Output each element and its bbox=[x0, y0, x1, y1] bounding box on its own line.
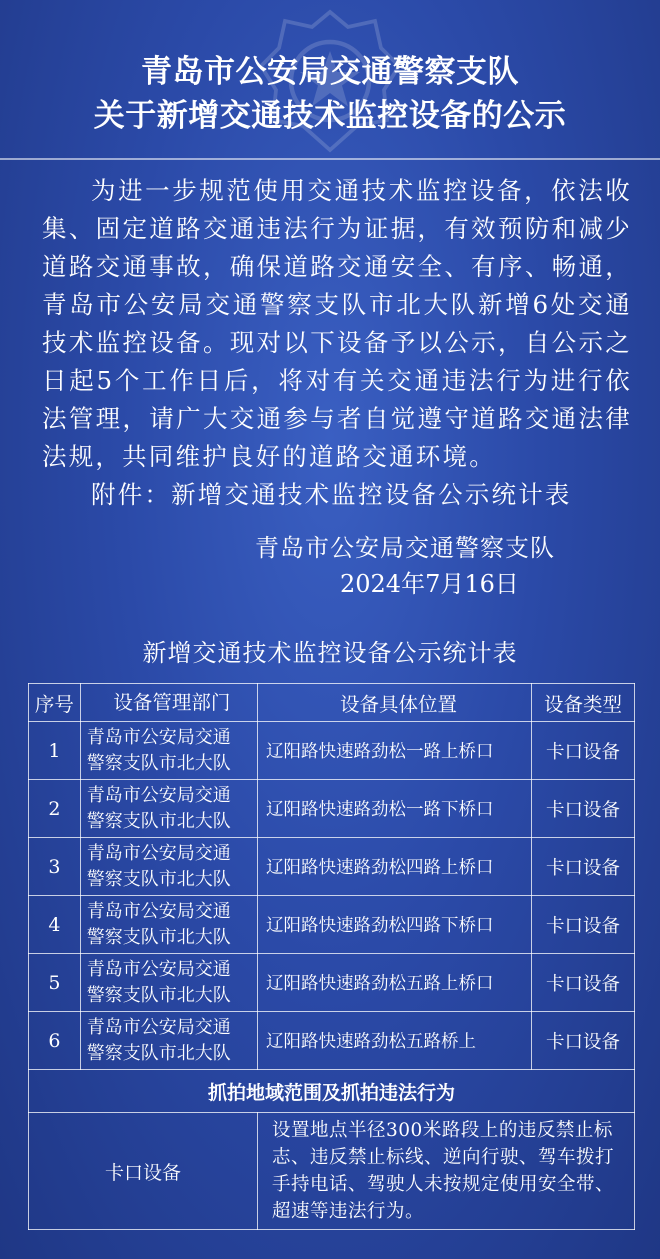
scope-row bbox=[29, 1113, 635, 1230]
table-row bbox=[29, 896, 635, 954]
row-location: 辽阳路快速路劲松四路下桥口 bbox=[258, 896, 532, 954]
table-row bbox=[29, 954, 635, 1012]
notice-body bbox=[42, 172, 632, 514]
table-row bbox=[29, 1012, 635, 1070]
dept-line: 警察支队市北大队 bbox=[86, 810, 231, 832]
row-index: 1 bbox=[29, 722, 81, 780]
row-dept bbox=[80, 954, 257, 1012]
row-location: 辽阳路快速路劲松五路上桥口 bbox=[258, 954, 532, 1012]
table-row bbox=[29, 780, 635, 838]
row-type: 卡口设备 bbox=[532, 838, 635, 896]
dept-line: 青岛市公安局交通 bbox=[86, 784, 231, 806]
row-type: 卡口设备 bbox=[532, 896, 635, 954]
table-header-row bbox=[29, 684, 635, 722]
row-type: 卡口设备 bbox=[532, 780, 635, 838]
header-index: 序号 bbox=[29, 684, 81, 722]
devices-table bbox=[28, 683, 635, 1230]
scope-label: 卡口设备 bbox=[29, 1113, 258, 1230]
row-dept bbox=[80, 722, 257, 780]
table-title: 新增交通技术监控设备公示统计表 bbox=[142, 639, 518, 667]
section-heading-row bbox=[29, 1070, 635, 1113]
row-dept bbox=[80, 896, 257, 954]
row-dept bbox=[80, 780, 257, 838]
table-row bbox=[29, 838, 635, 896]
row-location: 辽阳路快速路劲松一路下桥口 bbox=[258, 780, 532, 838]
dept-line: 青岛市公安局交通 bbox=[86, 1016, 231, 1038]
title-line-1: 青岛市公安局交通警察支队 bbox=[141, 54, 519, 90]
dept-line: 警察支队市北大队 bbox=[86, 984, 231, 1006]
row-type: 卡口设备 bbox=[532, 1012, 635, 1070]
title-divider bbox=[0, 158, 660, 160]
signature-org: 青岛市公安局交通警察支队 bbox=[255, 534, 555, 562]
row-location: 辽阳路快速路劲松五路桥上 bbox=[258, 1012, 532, 1070]
dept-line: 警察支队市北大队 bbox=[86, 868, 231, 890]
dept-line: 青岛市公安局交通 bbox=[86, 900, 231, 922]
dept-line: 警察支队市北大队 bbox=[86, 1042, 231, 1064]
header-dept: 设备管理部门 bbox=[80, 684, 257, 722]
dept-line: 青岛市公安局交通 bbox=[86, 842, 231, 864]
scope-text: 设置地点半径300米路段上的违反禁止标志、违反禁止标线、逆向行驶、驾车拨打手持电话、驾驶人未按规定使用安全带、超速等违法行为。 bbox=[258, 1113, 635, 1230]
row-type: 卡口设备 bbox=[532, 954, 635, 1012]
section-heading: 抓拍地域范围及抓拍违法行为 bbox=[29, 1070, 635, 1113]
table-row bbox=[29, 722, 635, 780]
dept-line: 青岛市公安局交通 bbox=[86, 958, 231, 980]
dept-line: 青岛市公安局交通 bbox=[86, 726, 231, 748]
header-type: 设备类型 bbox=[532, 684, 635, 722]
row-type: 卡口设备 bbox=[532, 722, 635, 780]
row-index: 3 bbox=[29, 838, 81, 896]
title-line-2: 关于新增交通技术监控设备的公示 bbox=[93, 98, 567, 134]
row-index: 2 bbox=[29, 780, 81, 838]
row-index: 6 bbox=[29, 1012, 81, 1070]
attachment-note: 附件：新增交通技术监控设备公示统计表 bbox=[91, 480, 572, 509]
dept-line: 警察支队市北大队 bbox=[86, 926, 231, 948]
page-title bbox=[0, 50, 660, 138]
row-dept bbox=[80, 838, 257, 896]
row-dept bbox=[80, 1012, 257, 1070]
signature-date: 2024年7月16日 bbox=[340, 570, 519, 598]
row-index: 4 bbox=[29, 896, 81, 954]
row-location: 辽阳路快速路劲松四路上桥口 bbox=[258, 838, 532, 896]
header-location: 设备具体位置 bbox=[258, 684, 532, 722]
notice-paragraph: 为进一步规范使用交通技术监控设备，依法收集、固定道路交通违法行为证据，有效预防和减少道路交通事故，确保道路交通安全、有序、畅通，青岛市公安局交通警察支队市北大队新增6处交通技术监控设备。现对以下设备予以公示，自公示之日起5个工作日后，将对有关交通违法行为进行依法管理，请广大交通参与者自觉遵守道路交通法律法规，共同维护良好的道路交通环境。 bbox=[42, 176, 632, 471]
row-location: 辽阳路快速路劲松一路上桥口 bbox=[258, 722, 532, 780]
dept-line: 警察支队市北大队 bbox=[86, 752, 231, 774]
row-index: 5 bbox=[29, 954, 81, 1012]
